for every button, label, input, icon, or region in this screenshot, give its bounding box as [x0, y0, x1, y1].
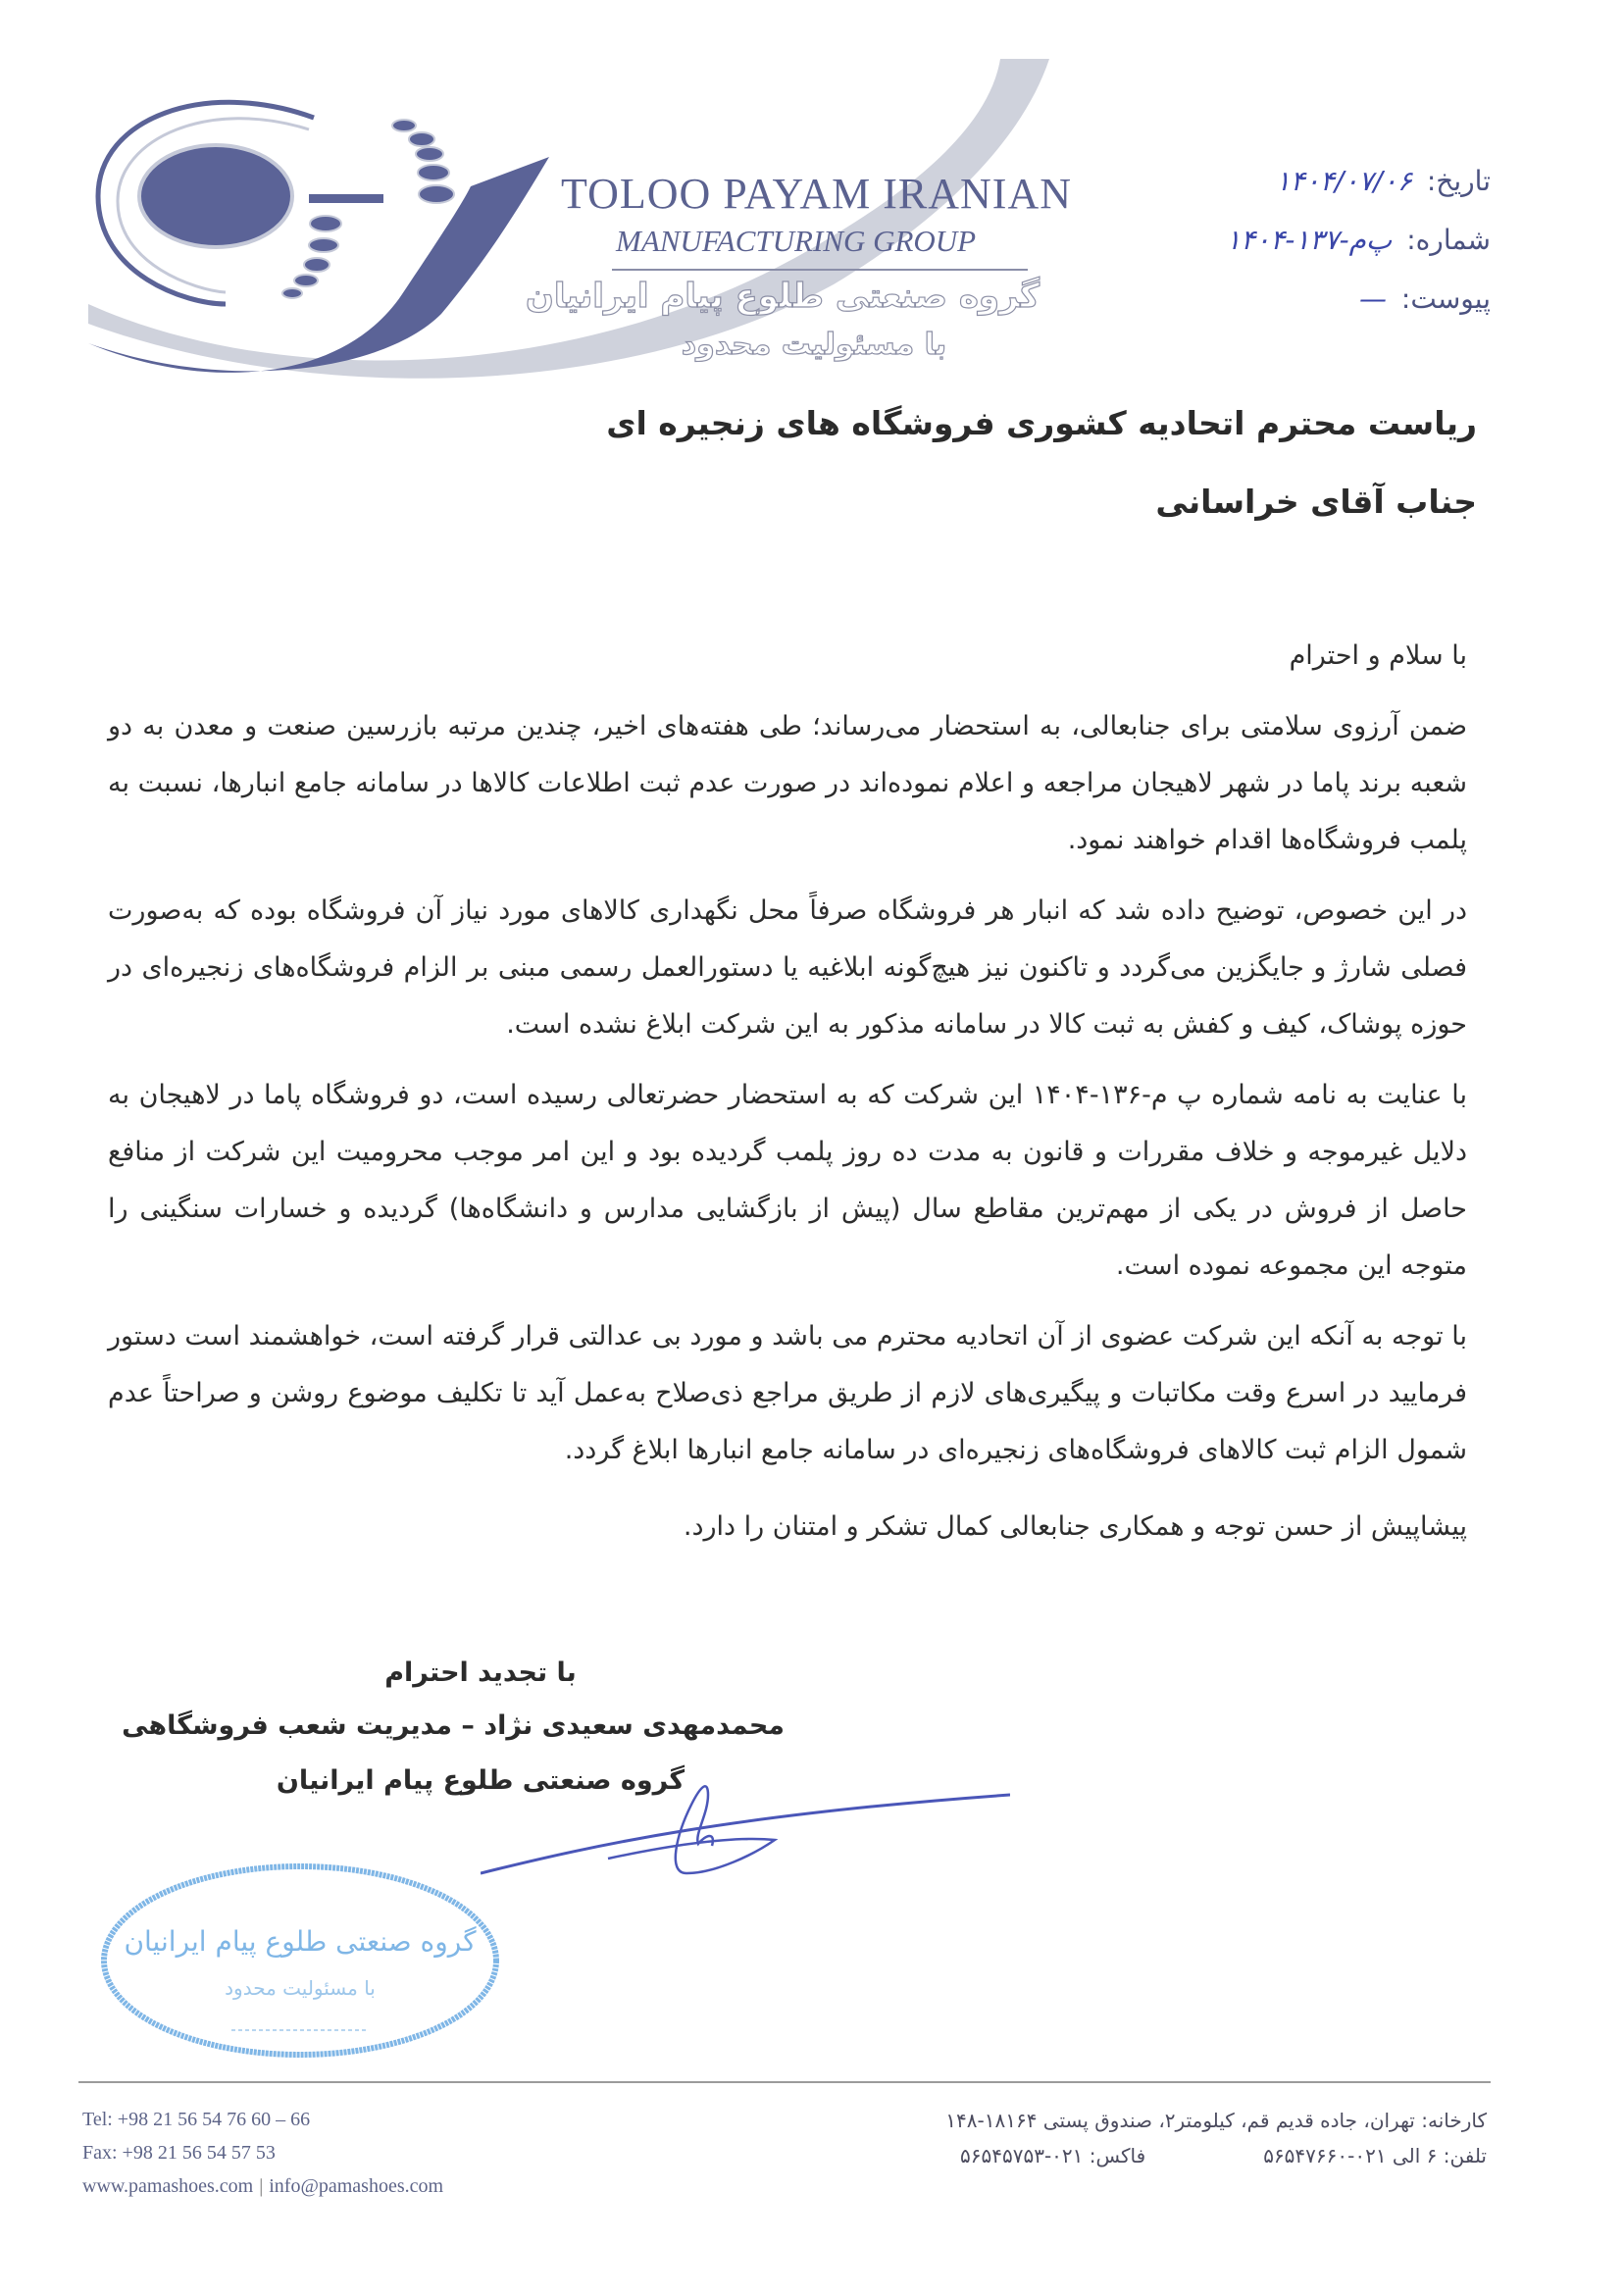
logo-circle — [139, 145, 292, 247]
letter-number — [1226, 224, 1491, 256]
logo-dot — [418, 165, 449, 180]
footer-web — [82, 2175, 443, 2198]
logo-dot — [309, 238, 338, 252]
footer-address: کارخانه: تهران، جاده قدیم قم، کیلومتر۲، صندوق پستی ۱۸۱۶۴-۱۴۸ — [945, 2109, 1487, 2132]
recipient-name: جناب آقای خراسانی — [1155, 483, 1477, 521]
logo-dot — [282, 288, 302, 298]
recipient-title: ریاست محترم اتحادیه کشوری فروشگاه های زنجیره ای — [606, 404, 1477, 442]
footer-tel: Tel: +98 21 56 54 76 60 – 66 — [82, 2109, 311, 2130]
paragraph-text: با عنایت به نامه شماره پ م-۱۳۶-۱۴۰۴ این شرکت که به استحضار حضرتعالی رسیده است، دو فروشگاه پاما در لاهیجان به دلایل غیرموجه و خلاف مقررات و قانون به مدت ده روز پلمب گردیده بود و این امر موجب محرومیت این شرکت از منافع حاصل از فروش در یکی از مهم‌ترین مقاطع سال (پیش از بازگشایی مدارس و دانشگاه‌ها) گردیده و خسارات سنگینی را متوجه این مجموعه نموده است. — [108, 1080, 1467, 1281]
footer-phones-fa — [960, 2144, 1487, 2167]
email-link[interactable]: info@pamashoes.com — [269, 2175, 444, 2197]
number-value: پ‌م-۱۳۷-۱۴۰۴ — [1226, 224, 1393, 256]
body-paragraph — [108, 698, 1467, 869]
signer-organization: گروه صنعتی طلوع پیام ایرانیان — [276, 1765, 685, 1796]
body-paragraph — [108, 1308, 1467, 1479]
logo-dot — [294, 275, 318, 286]
paragraph-text: در این خصوص، توضیح داده شد که انبار هر فروشگاه صرفاً محل نگهداری کالاهای مورد نیاز آن فروشگاه بوده که به‌صورت فصلی شارژ و جایگزین می‌گردد و تاکنون نیز هیچ‌گونه ابلاغیه یا دستورالعمل رسمی مبنی بر الزام فروشگاه‌های زنجیره‌ای در حوزه پوشاک، کیف و کفش به ثبت کالا در سامانه مذکور به این شرکت ابلاغ نشده است. — [108, 895, 1467, 1040]
website-link[interactable]: www.pamashoes.com — [82, 2175, 254, 2197]
brand-subtitle-en: MANUFACTURING GROUP — [616, 224, 977, 258]
attachment-label: پیوست: — [1400, 282, 1491, 315]
greeting: با سلام و احترام — [1289, 640, 1467, 671]
letter-date — [1276, 165, 1491, 197]
paragraph-text: ضمن آرزوی سلامتی برای جنابعالی، به استحضار می‌رساند؛ طی هفته‌های اخیر، چندین مرتبه بازرسین صنعت و معدن به دو شعبه برند پاما در شهر لاهیجان مراجعه و اعلام نموده‌اند در صورت عدم ثبت اطلاعات کالاها در سامانه جامع انبارها، نسبت به پلمب فروشگاه‌ها اقدام خواهند نمود. — [108, 711, 1467, 855]
logo-dot — [416, 147, 443, 161]
number-label: شماره: — [1406, 224, 1491, 256]
logo-dot — [419, 185, 454, 203]
date-value: ۱۴۰۴/۰۷/۰۶ — [1275, 165, 1412, 197]
logo-dot — [304, 258, 330, 272]
signer-name: محمدمهدی سعیدی نژاد – مدیریت شعب فروشگاهی — [122, 1710, 785, 1741]
attachment-value: — — [1358, 282, 1387, 315]
brand-divider — [612, 269, 1028, 271]
footer-separator: | — [259, 2175, 264, 2197]
stamp-line1: گروه صنعتی طلوع پیام ایرانیان — [124, 1925, 477, 1958]
closing-paragraph — [108, 1499, 1467, 1555]
handwritten-signature — [481, 1775, 1010, 1922]
brand-name-fa: گروه صنعتی طلوع پیام ایرانیان — [525, 277, 1040, 316]
date-label: تاریخ: — [1426, 165, 1491, 197]
footer-phone-fa: تلفن: ۶ الی ۰۲۱-۵۶۵۴۷۶۶۰ — [1263, 2144, 1487, 2167]
company-stamp — [94, 1858, 506, 2064]
logo-dot — [310, 216, 341, 231]
logo-dot — [392, 120, 416, 131]
footer-divider — [78, 2081, 1491, 2083]
stamp-line2: با مسئولیت محدود — [225, 1976, 376, 2000]
paragraph-text: پیشاپیش از حسن توجه و همکاری جنابعالی کمال تشکر و امتنان را دارد. — [683, 1511, 1467, 1542]
logo-dash — [309, 194, 383, 203]
letter-attachment — [1359, 282, 1491, 315]
footer-fax: Fax: +98 21 56 54 57 53 — [82, 2142, 276, 2164]
paragraph-text: با توجه به آنکه این شرکت عضوی از آن اتحادیه محترم می باشد و مورد بی عدالتی قرار گرفته است، خواهشمند است دستور فرمایید در اسرع وقت مکاتبات و پیگیری‌های لازم از طریق مراجع ذی‌صلاح به‌عمل آید تا تکلیف موضوع روشن و صراحتاً عدم شمول الزام ثبت کالاهای فروشگاه‌های زنجیره‌ای در سامانه جامع انبارها ابلاغ گردد. — [108, 1321, 1467, 1465]
brand-name-en: TOLOO PAYAM IRANIAN — [561, 170, 1073, 218]
brand-subtitle-fa: با مسئولیت محدود — [681, 328, 947, 362]
footer-fax-fa: فاکس: ۰۲۱-۵۶۵۴۵۷۵۳ — [960, 2144, 1146, 2167]
body-paragraph — [108, 1067, 1467, 1295]
signature-closing: با تجدید احترام — [384, 1657, 577, 1688]
logo-dot — [409, 132, 434, 146]
body-paragraph — [108, 883, 1467, 1053]
